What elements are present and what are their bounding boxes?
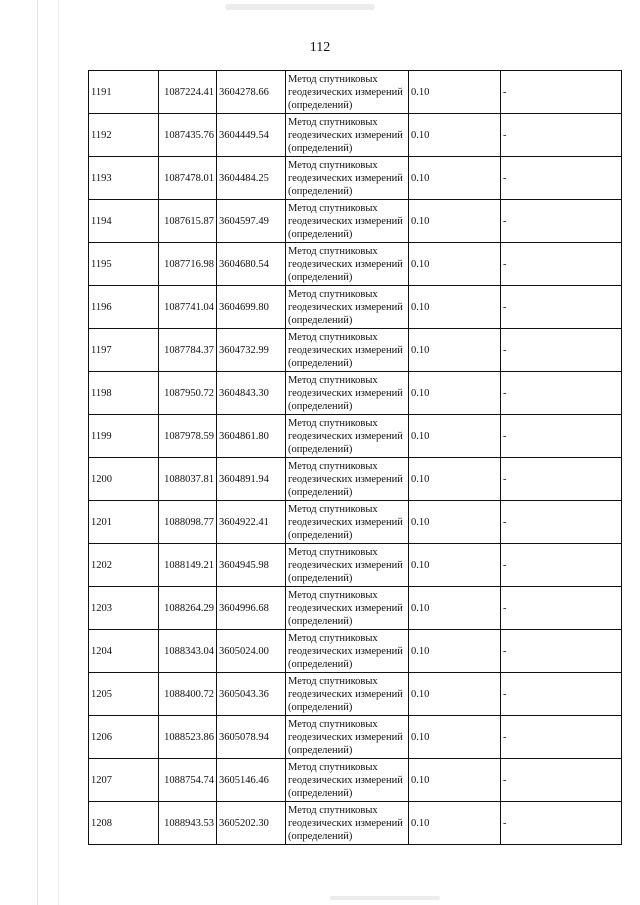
table-row [89,200,622,243]
accuracy-cell: 0.10 [409,630,501,673]
method-line: (определений) [288,787,353,799]
method-line: (определений) [288,99,353,111]
point-number-cell: 1206 [89,716,159,759]
accuracy-cell: 0.10 [409,329,501,372]
accuracy-cell: 0.10 [409,71,501,114]
method-line: геодезических измерений [288,172,403,184]
page-number: 112 [309,40,331,55]
table-row [89,114,622,157]
x-coordinate-cell: 1087224.41 [159,71,217,114]
x-coordinate-cell: 1087435.76 [159,114,217,157]
method-cell [286,114,409,157]
method-line: (определений) [288,830,353,842]
x-coordinate-cell: 1087978.59 [159,415,217,458]
method-line: геодезических измерений [288,516,403,528]
table-row [89,415,622,458]
method-line: (определений) [288,142,353,154]
method-cell [286,329,409,372]
point-number-cell: 1198 [89,372,159,415]
table-row [89,372,622,415]
description-cell: - [501,587,622,630]
method-cell [286,71,409,114]
method-cell [286,716,409,759]
description-cell: - [501,501,622,544]
x-coordinate-cell: 1088264.29 [159,587,217,630]
x-coordinate-cell: 1088523.86 [159,716,217,759]
y-coordinate-cell: 3604891.94 [217,458,286,501]
x-coordinate-cell: 1088343.04 [159,630,217,673]
method-cell [286,415,409,458]
x-coordinate-cell: 1088400.72 [159,673,217,716]
method-line: (определений) [288,400,353,412]
description-cell: - [501,716,622,759]
x-coordinate-cell: 1088754.74 [159,759,217,802]
method-line: Метод спутниковых [288,331,378,343]
x-coordinate-cell: 1087478.01 [159,157,217,200]
description-cell: - [501,415,622,458]
method-cell [286,157,409,200]
method-line: (определений) [288,185,353,197]
method-line: Метод спутниковых [288,202,378,214]
method-cell [286,200,409,243]
method-line: геодезических измерений [288,258,403,270]
table-row [89,673,622,716]
point-number-cell: 1202 [89,544,159,587]
description-cell: - [501,286,622,329]
scan-margin-line-left [37,0,38,905]
method-line: (определений) [288,486,353,498]
accuracy-cell: 0.10 [409,802,501,845]
accuracy-cell: 0.10 [409,372,501,415]
method-line: геодезических измерений [288,301,403,313]
table-row [89,286,622,329]
description-cell: - [501,243,622,286]
method-line: Метод спутниковых [288,675,378,687]
method-line: (определений) [288,443,353,455]
method-line: (определений) [288,701,353,713]
method-line: (определений) [288,357,353,369]
description-cell: - [501,544,622,587]
accuracy-cell: 0.10 [409,458,501,501]
method-line: (определений) [288,744,353,756]
point-number-cell: 1207 [89,759,159,802]
accuracy-cell: 0.10 [409,544,501,587]
method-line: Метод спутниковых [288,159,378,171]
accuracy-cell: 0.10 [409,716,501,759]
y-coordinate-cell: 3604843.30 [217,372,286,415]
coordinates-table-body [89,71,622,845]
point-number-cell: 1192 [89,114,159,157]
method-line: геодезических измерений [288,344,403,356]
description-cell: - [501,458,622,501]
x-coordinate-cell: 1088037.81 [159,458,217,501]
method-line: геодезических измерений [288,731,403,743]
x-coordinate-cell: 1087950.72 [159,372,217,415]
accuracy-cell: 0.10 [409,157,501,200]
point-number-cell: 1199 [89,415,159,458]
coordinates-table [88,70,622,845]
point-number-cell: 1208 [89,802,159,845]
y-coordinate-cell: 3605146.46 [217,759,286,802]
point-number-cell: 1193 [89,157,159,200]
method-line: (определений) [288,615,353,627]
y-coordinate-cell: 3604278.66 [217,71,286,114]
accuracy-cell: 0.10 [409,114,501,157]
description-cell: - [501,329,622,372]
point-number-cell: 1195 [89,243,159,286]
accuracy-cell: 0.10 [409,673,501,716]
y-coordinate-cell: 3604449.54 [217,114,286,157]
method-line: геодезических измерений [288,559,403,571]
accuracy-cell: 0.10 [409,415,501,458]
accuracy-cell: 0.10 [409,286,501,329]
method-line: (определений) [288,529,353,541]
method-cell [286,243,409,286]
scan-margin-line-inner [58,0,59,905]
description-cell: - [501,673,622,716]
method-line: (определений) [288,658,353,670]
point-number-cell: 1203 [89,587,159,630]
method-line: геодезических измерений [288,430,403,442]
table-row [89,587,622,630]
accuracy-cell: 0.10 [409,243,501,286]
method-line: Метод спутниковых [288,503,378,515]
y-coordinate-cell: 3605078.94 [217,716,286,759]
accuracy-cell: 0.10 [409,759,501,802]
table-row [89,501,622,544]
point-number-cell: 1191 [89,71,159,114]
y-coordinate-cell: 3604597.49 [217,200,286,243]
x-coordinate-cell: 1088149.21 [159,544,217,587]
y-coordinate-cell: 3605043.36 [217,673,286,716]
table-row [89,329,622,372]
description-cell: - [501,802,622,845]
table-row [89,243,622,286]
point-number-cell: 1201 [89,501,159,544]
method-line: геодезических измерений [288,774,403,786]
y-coordinate-cell: 3604996.68 [217,587,286,630]
method-line: геодезических измерений [288,129,403,141]
y-coordinate-cell: 3605202.30 [217,802,286,845]
method-line: Метод спутниковых [288,288,378,300]
method-line: Метод спутниковых [288,589,378,601]
method-cell [286,587,409,630]
method-cell [286,759,409,802]
table-row [89,802,622,845]
method-line: Метод спутниковых [288,374,378,386]
x-coordinate-cell: 1088943.53 [159,802,217,845]
y-coordinate-cell: 3604699.80 [217,286,286,329]
description-cell: - [501,157,622,200]
description-cell: - [501,71,622,114]
table-row [89,157,622,200]
accuracy-cell: 0.10 [409,200,501,243]
description-cell: - [501,372,622,415]
method-line: геодезических измерений [288,602,403,614]
method-line: геодезических измерений [288,86,403,98]
method-line: геодезических измерений [288,688,403,700]
table-row [89,458,622,501]
description-cell: - [501,759,622,802]
table-row [89,71,622,114]
method-line: геодезических измерений [288,215,403,227]
point-number-cell: 1200 [89,458,159,501]
scan-smudge-top [225,4,375,10]
table-row [89,716,622,759]
method-cell [286,501,409,544]
y-coordinate-cell: 3604861.80 [217,415,286,458]
method-cell [286,802,409,845]
method-line: (определений) [288,228,353,240]
method-line: Метод спутниковых [288,116,378,128]
accuracy-cell: 0.10 [409,501,501,544]
method-line: геодезических измерений [288,645,403,657]
y-coordinate-cell: 3604732.99 [217,329,286,372]
method-line: геодезических измерений [288,473,403,485]
method-line: Метод спутниковых [288,804,378,816]
description-cell: - [501,114,622,157]
point-number-cell: 1204 [89,630,159,673]
description-cell: - [501,630,622,673]
method-cell [286,630,409,673]
method-line: Метод спутниковых [288,546,378,558]
method-cell [286,673,409,716]
method-line: (определений) [288,314,353,326]
x-coordinate-cell: 1087784.37 [159,329,217,372]
x-coordinate-cell: 1088098.77 [159,501,217,544]
method-line: геодезических измерений [288,817,403,829]
y-coordinate-cell: 3604484.25 [217,157,286,200]
table-row [89,759,622,802]
method-cell [286,372,409,415]
method-cell [286,286,409,329]
method-cell [286,544,409,587]
method-line: (определений) [288,271,353,283]
method-line: Метод спутниковых [288,245,378,257]
method-line: Метод спутниковых [288,417,378,429]
description-cell: - [501,200,622,243]
point-number-cell: 1196 [89,286,159,329]
method-line: Метод спутниковых [288,632,378,644]
method-line: геодезических измерений [288,387,403,399]
point-number-cell: 1205 [89,673,159,716]
y-coordinate-cell: 3604680.54 [217,243,286,286]
y-coordinate-cell: 3605024.00 [217,630,286,673]
method-line: Метод спутниковых [288,718,378,730]
method-line: Метод спутниковых [288,460,378,472]
x-coordinate-cell: 1087615.87 [159,200,217,243]
method-line: (определений) [288,572,353,584]
method-line: Метод спутниковых [288,761,378,773]
x-coordinate-cell: 1087716.98 [159,243,217,286]
point-number-cell: 1194 [89,200,159,243]
table-row [89,630,622,673]
method-line: Метод спутниковых [288,73,378,85]
accuracy-cell: 0.10 [409,587,501,630]
y-coordinate-cell: 3604945.98 [217,544,286,587]
x-coordinate-cell: 1087741.04 [159,286,217,329]
method-cell [286,458,409,501]
scan-smudge-bottom [330,896,440,900]
table-row [89,544,622,587]
point-number-cell: 1197 [89,329,159,372]
y-coordinate-cell: 3604922.41 [217,501,286,544]
